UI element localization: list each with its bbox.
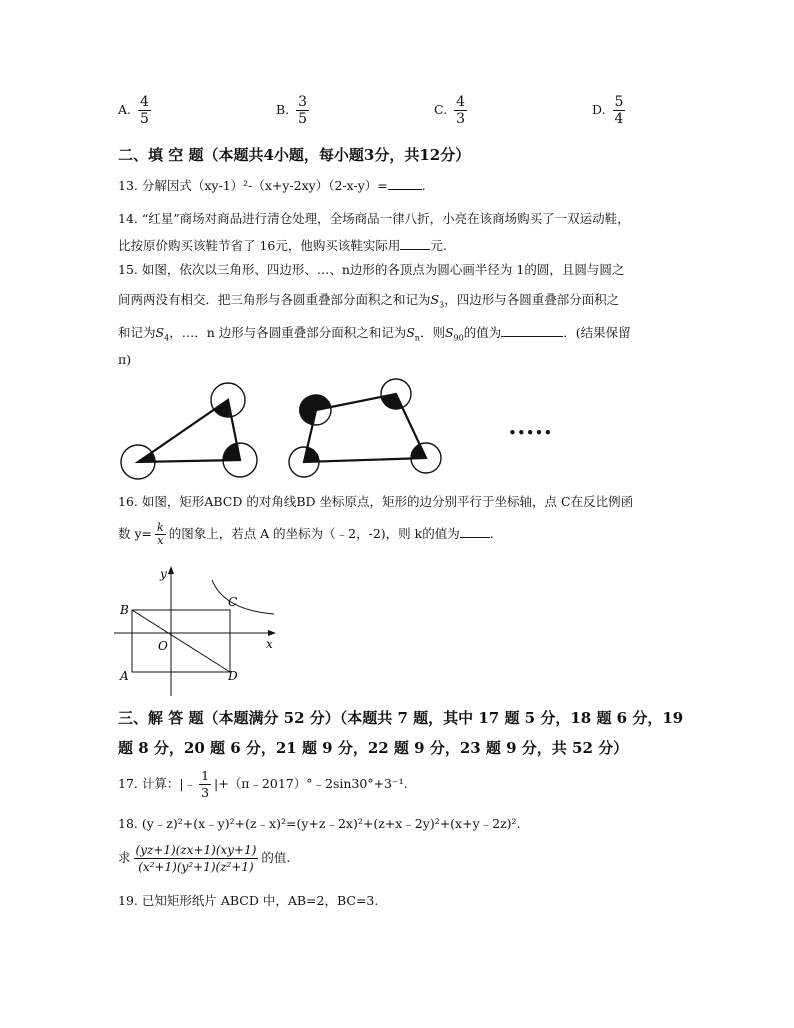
- question-19: 19. 已知矩形纸片 ABCD 中，AB=2，BC=3.: [118, 893, 379, 908]
- polygon-circles-figure: [110, 376, 580, 482]
- option-c: C. $\frac{4}{3}$: [434, 94, 465, 127]
- section3-heading-line1: 三、解 答 题（本题满分 52 分）（本题共 7 题，其中 17 题 5 分，18 题 6 分，19: [118, 709, 684, 727]
- option-a: A. $\frac{4}{5}$: [118, 94, 149, 127]
- answer-blank-15[interactable]: [501, 324, 563, 337]
- label-a: A: [120, 669, 129, 683]
- continuation-dots: •••••: [508, 424, 553, 442]
- option-c-fraction: $\frac{4}{3}$: [456, 94, 465, 127]
- question-15-line4: π): [118, 352, 132, 367]
- section3-heading-line2: 题 8 分，20 题 6 分，21 题 9 分，22 题 9 分，23 题 9 分，共 52 分）: [118, 739, 629, 757]
- question-14-line1: 14. “红星”商场对商品进行清仓处理，全场商品一律八折，小亮在该商场购买了一双运动鞋，: [118, 211, 630, 226]
- label-o: O: [158, 639, 168, 653]
- label-d: D: [228, 669, 238, 683]
- question-15-line1: 15. 如图，依次以三角形、四边形、…、n边形的各顶点为圆心画半径为 1的圆，且圆与圆之: [118, 262, 625, 277]
- question-13: 13. 分解因式（xy-1）²-（x+y-2xy）（2-x-y）= .: [118, 178, 426, 193]
- option-a-fraction: $\frac{4}{5}$: [140, 94, 149, 127]
- k-over-x-fraction: $\frac{k}{x}$: [157, 521, 164, 547]
- one-third-fraction: $\frac{1}{3}$: [201, 768, 210, 800]
- question-14-line2: 比按原价购买该鞋节省了 16元，他购买该鞋实际用 元.: [118, 238, 447, 253]
- question-18-line2: 求 $\frac{(yz+1)(zx+1)(xy+1)}{\text{(x²+1)(y²+1)(z²+1)}}$ 的值.: [118, 843, 291, 874]
- product-fraction: $\frac{(yz+1)(zx+1)(xy+1)}{\text{(x²+1)(y²+1)(z²+1)}}$: [135, 843, 257, 874]
- answer-blank-13[interactable]: [388, 177, 422, 190]
- question-15-line2: 间两两没有相交．把三角形与各圆重叠部分面积之和记为$S_3$，四边形与各圆重叠部分面积之: [118, 292, 620, 310]
- label-c: C: [228, 595, 238, 609]
- answer-blank-16[interactable]: [460, 525, 490, 538]
- option-d: D. $\frac{5}{4}$: [592, 94, 624, 127]
- option-b-fraction: $\frac{3}{5}$: [298, 94, 308, 127]
- answer-blank-14[interactable]: [400, 237, 430, 250]
- quadrilateral-figure: [289, 379, 441, 477]
- triangle-figure: [121, 383, 257, 479]
- option-b: B. $\frac{3}{5}$: [276, 94, 308, 127]
- option-d-fraction: $\frac{5}{4}$: [614, 94, 624, 127]
- diagonal-bd: [132, 610, 230, 672]
- question-18-line1: 18. (y﹣z)²+(x﹣y)²+(z﹣x)²=(y+z﹣2x)²+(z+x﹣2y)²+(x+y﹣2z)².: [118, 816, 521, 831]
- question-16-line2: 数 y= $\frac{k}{x}$ 的图象上，若点 A 的坐标为（﹣2，-2)，则 k的值为 .: [118, 521, 494, 547]
- label-b: B: [120, 603, 129, 617]
- question-16-line1: 16. 如图，矩形ABCD 的对角线BD 坐标原点，矩形的边分别平行于坐标轴，点 C在反比例函: [118, 494, 634, 509]
- coordinate-figure: [114, 562, 284, 698]
- question-17: 17. 计算：|﹣ $\frac{1}{3}$ |+（π﹣2017）°﹣2sin30°+3⁻¹.: [118, 768, 408, 800]
- label-y: y: [160, 567, 167, 581]
- section2-heading: 二、填 空 题（本题共4小题，每小题3分，共12分）: [118, 146, 471, 164]
- hyperbola-branch: [212, 580, 274, 614]
- question-15-line3: 和记为$S_4$，…．n 边形与各圆重叠部分面积之和记为$S_n$．则$S_{90}$的值为 ．(结果保留: [118, 325, 631, 343]
- label-x: x: [266, 637, 273, 651]
